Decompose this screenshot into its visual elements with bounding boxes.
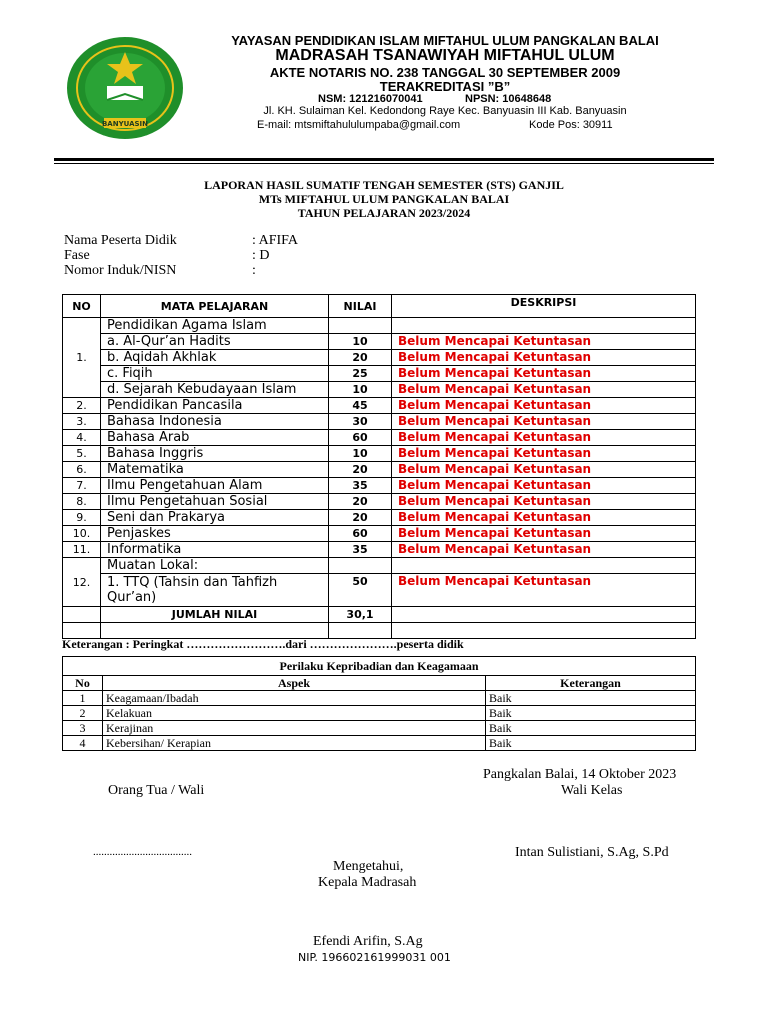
- subject: a. Al-Qur’an Hadits: [101, 334, 329, 350]
- behavior-table: [62, 656, 696, 751]
- npsn: NPSN: 10648648: [465, 93, 552, 105]
- school-name: MADRASAH TSANAWIYAH MIFTAHUL ULUM: [275, 47, 615, 64]
- description: Belum Mencapai Ketuntasan: [392, 398, 696, 414]
- email: E-mail: mtsmiftahululumpaba@gmail.com: [257, 119, 461, 131]
- table-row: [63, 706, 696, 721]
- subject: Matematika: [101, 462, 329, 478]
- description: Belum Mencapai Ketuntasan: [392, 382, 696, 398]
- subject: c. Fiqih: [101, 366, 329, 382]
- principal-name: Efendi Arifin, S.Ag: [313, 934, 423, 949]
- accreditation: TERAKREDITASI ”B”: [379, 79, 511, 94]
- subject: b. Aqidah Akhlak: [101, 350, 329, 366]
- subject: Informatika: [101, 542, 329, 558]
- aspect: Kebersihan/ Kerapian: [103, 736, 486, 751]
- subject: Bahasa Indonesia: [101, 414, 329, 430]
- header-no: No: [63, 676, 103, 691]
- table-row: [63, 382, 696, 398]
- subject-line-1: 1. TTQ (Tahsin dan Tahfizh: [107, 575, 278, 590]
- table-row: [63, 430, 696, 446]
- row-no: 3.: [63, 414, 101, 430]
- score: 30: [329, 414, 392, 430]
- subject-line-2: Qur’an): [107, 590, 157, 605]
- subject: d. Sejarah Kebudayaan Islam: [101, 382, 329, 398]
- score: 35: [329, 478, 392, 494]
- header-divider: [54, 158, 714, 161]
- table-row: [63, 350, 696, 366]
- principal-nip: NIP. 196602161999031 001: [298, 951, 451, 964]
- header-aspect: Aspek: [103, 676, 486, 691]
- phase-label: Fase: [64, 248, 90, 263]
- report-school: MTs MIFTAHUL ULUM PANGKALAN BALAI: [258, 192, 510, 206]
- report-year: TAHUN PELAJARAN 2023/2024: [297, 206, 471, 220]
- group-title: Muatan Lokal:: [101, 558, 329, 574]
- table-row: [63, 398, 696, 414]
- score: 50: [329, 574, 392, 607]
- score: 20: [329, 350, 392, 366]
- aspect: Kelakuan: [103, 706, 486, 721]
- subject: Ilmu Pengetahuan Alam: [101, 478, 329, 494]
- description: Belum Mencapai Ketuntasan: [392, 542, 696, 558]
- score: 60: [329, 430, 392, 446]
- table-row: [63, 510, 696, 526]
- subject: Ilmu Pengetahuan Sosial: [101, 494, 329, 510]
- row-no: 1: [63, 691, 103, 706]
- description: Belum Mencapai Ketuntasan: [392, 366, 696, 382]
- behavior-title-row: [63, 657, 696, 676]
- score: 20: [329, 462, 392, 478]
- description: Belum Mencapai Ketuntasan: [392, 414, 696, 430]
- parent-label: Orang Tua / Wali: [108, 783, 205, 798]
- row-no: 5.: [63, 446, 101, 462]
- table-row: [63, 736, 696, 751]
- table-row: [63, 691, 696, 706]
- logo-text: BANYUASIN: [101, 120, 149, 128]
- report-title: LAPORAN HASIL SUMATIF TENGAH SEMESTER (STS) GANJIL: [204, 178, 564, 192]
- table-row: [63, 414, 696, 430]
- score: 10: [329, 334, 392, 350]
- score: 20: [329, 494, 392, 510]
- row-no: 2: [63, 706, 103, 721]
- group-title: Pendidikan Agama Islam: [101, 318, 329, 334]
- row-no: 11.: [63, 542, 101, 558]
- note: Baik: [486, 721, 696, 736]
- address: Jl. KH. Sulaiman Kel. Kedondong Raye Kec. Banyuasin III Kab. Banyuasin: [263, 105, 627, 117]
- aspect: Kerajinan: [103, 721, 486, 736]
- grades-table: [62, 294, 696, 639]
- row-no: 6.: [63, 462, 101, 478]
- row-no: 10.: [63, 526, 101, 542]
- table-row: [63, 721, 696, 736]
- nsm: NSM: 121216070041: [318, 93, 423, 105]
- row-no: 2.: [63, 398, 101, 414]
- subject: Seni dan Prakarya: [101, 510, 329, 526]
- header-no: NO: [63, 295, 101, 318]
- header-score: NILAI: [329, 295, 392, 318]
- place-date: Pangkalan Balai, 14 Oktober 2023: [483, 767, 677, 782]
- row-no: 4: [63, 736, 103, 751]
- description: Belum Mencapai Ketuntasan: [392, 526, 696, 542]
- table-row: [63, 574, 696, 607]
- score: 60: [329, 526, 392, 542]
- description: Belum Mencapai Ketuntasan: [392, 510, 696, 526]
- table-row: [63, 494, 696, 510]
- row-no: 9.: [63, 510, 101, 526]
- phase-value: : D: [252, 248, 270, 263]
- behavior-title: Perilaku Kepribadian dan Keagamaan: [63, 657, 696, 676]
- description: Belum Mencapai Ketuntasan: [392, 334, 696, 350]
- table-row: [63, 334, 696, 350]
- nisn-value: :: [252, 263, 256, 278]
- ranking-note: Keterangan : Peringkat …………………….dari ………………….peserta didik: [62, 637, 464, 651]
- subject: [101, 574, 329, 607]
- table-row: [63, 366, 696, 382]
- subject: Bahasa Arab: [101, 430, 329, 446]
- table-row: [63, 478, 696, 494]
- header-description: DESKRIPSI: [392, 295, 696, 318]
- row-no: 7.: [63, 478, 101, 494]
- score: 35: [329, 542, 392, 558]
- postal-code: Kode Pos: 30911: [529, 119, 613, 131]
- behavior-header-row: [63, 676, 696, 691]
- table-row: [63, 462, 696, 478]
- description: Belum Mencapai Ketuntasan: [392, 446, 696, 462]
- total-row: [63, 607, 696, 623]
- total-value: 30,1: [329, 607, 392, 623]
- description: Belum Mencapai Ketuntasan: [392, 430, 696, 446]
- header-note: Keterangan: [486, 676, 696, 691]
- aspect: Keagamaan/Ibadah: [103, 691, 486, 706]
- note: Baik: [486, 691, 696, 706]
- principal-label: Kepala Madrasah: [318, 875, 417, 890]
- table-row: [63, 526, 696, 542]
- score: 20: [329, 510, 392, 526]
- parent-signature-blank: ....................................: [93, 846, 192, 858]
- student-name-value: : AFIFA: [252, 233, 299, 248]
- row-no: 3: [63, 721, 103, 736]
- table-row: [63, 558, 696, 574]
- description: Belum Mencapai Ketuntasan: [392, 350, 696, 366]
- score: 10: [329, 382, 392, 398]
- note: Baik: [486, 706, 696, 721]
- notary-info: AKTE NOTARIS NO. 238 TANGGAL 30 SEPTEMBER 2009: [269, 65, 621, 80]
- row-no: 1.: [63, 318, 101, 398]
- header-subject: MATA PELAJARAN: [101, 295, 329, 318]
- description: Belum Mencapai Ketuntasan: [392, 462, 696, 478]
- student-name-label: Nama Peserta Didik: [64, 233, 177, 248]
- acknowledged-label: Mengetahui,: [333, 859, 404, 874]
- teacher-name: Intan Sulistiani, S.Ag, S.Pd: [515, 845, 669, 860]
- total-label: JUMLAH NILAI: [101, 607, 329, 623]
- foundation-name: YAYASAN PENDIDIKAN ISLAM MIFTAHUL ULUM PANGKALAN BALAI: [231, 33, 659, 48]
- score: 25: [329, 366, 392, 382]
- table-row: [63, 446, 696, 462]
- score: 10: [329, 446, 392, 462]
- nisn-label: Nomor Induk/NISN: [64, 263, 177, 278]
- description: Belum Mencapai Ketuntasan: [392, 574, 696, 607]
- row-no: 8.: [63, 494, 101, 510]
- table-row: [63, 318, 696, 334]
- note: Baik: [486, 736, 696, 751]
- subject: Pendidikan Pancasila: [101, 398, 329, 414]
- score: 45: [329, 398, 392, 414]
- row-no: 4.: [63, 430, 101, 446]
- subject: Penjaskes: [101, 526, 329, 542]
- description: Belum Mencapai Ketuntasan: [392, 478, 696, 494]
- teacher-label: Wali Kelas: [561, 783, 623, 798]
- header-divider-thin: [54, 163, 714, 164]
- description: Belum Mencapai Ketuntasan: [392, 494, 696, 510]
- subject: Bahasa Inggris: [101, 446, 329, 462]
- table-row: [63, 542, 696, 558]
- row-no: 12.: [63, 558, 101, 607]
- grades-header-row: [63, 295, 696, 318]
